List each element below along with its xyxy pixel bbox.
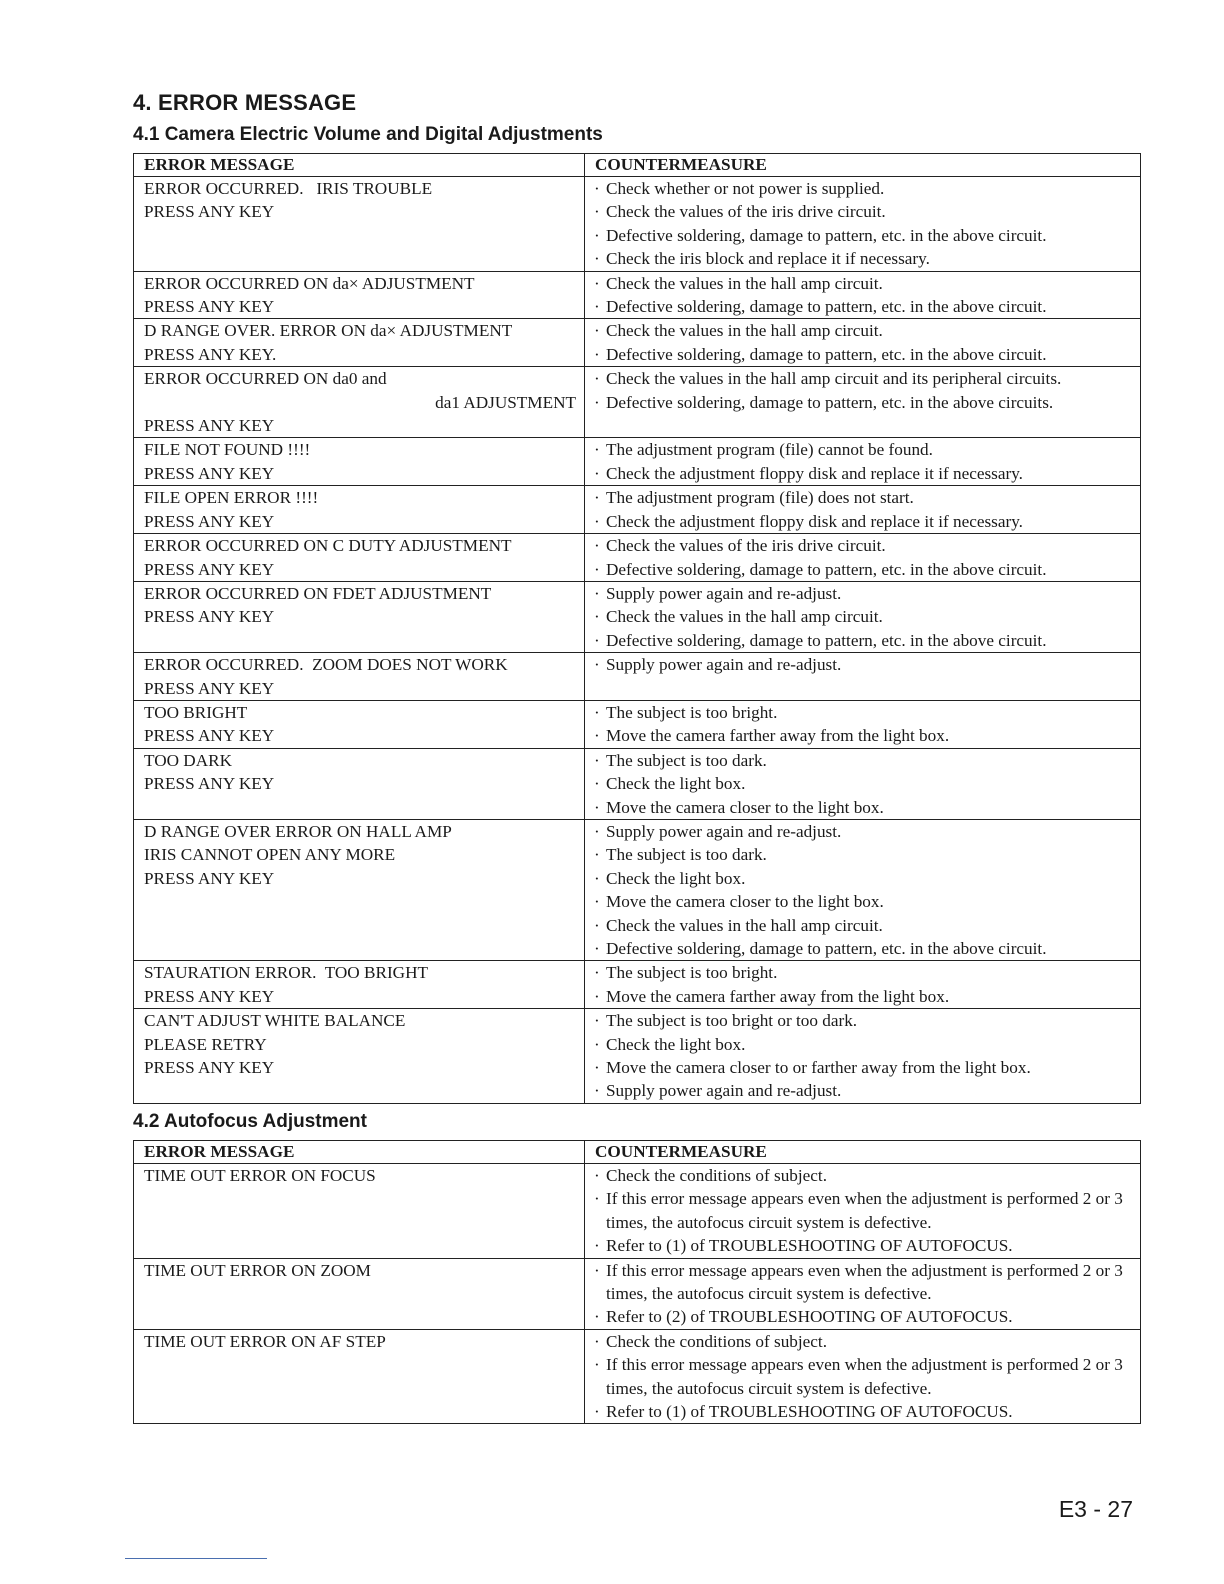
error-message-line: PRESS ANY KEY	[144, 678, 275, 698]
error-message-cell	[134, 748, 585, 819]
countermeasure-item: · Supply power again and re-adjust.	[594, 820, 1138, 843]
page-number: E3 - 27	[1058, 1496, 1133, 1522]
error-message-cell	[134, 177, 585, 272]
error-table-4-1	[133, 153, 1141, 1104]
error-message-line: PRESS ANY KEY	[144, 726, 275, 746]
error-message-cell	[134, 1258, 585, 1329]
error-message-cell	[134, 486, 585, 534]
table-row	[134, 1258, 1141, 1329]
error-message-line: PRESS ANY KEY	[144, 297, 275, 317]
countermeasure-item: · Refer to (1) of TROUBLESHOOTING OF AUTOFOCUS.	[594, 1234, 1138, 1257]
error-message-cell	[134, 1164, 585, 1259]
column-header-error-message: ERROR MESSAGE	[134, 154, 585, 177]
countermeasure-item: · The adjustment program (file) does not start.	[594, 486, 1138, 509]
countermeasure-item: · Check the conditions of subject.	[594, 1164, 1138, 1187]
countermeasure-cell	[585, 819, 1141, 960]
error-message-cell	[134, 961, 585, 1009]
countermeasure-item: · Check the values in the hall amp circuit and its peripheral circuits.	[594, 367, 1138, 390]
countermeasure-cell	[585, 319, 1141, 367]
countermeasure-item: · Move the camera closer to the light box.	[594, 890, 1138, 913]
error-message-cell	[134, 319, 585, 367]
error-message-cell	[134, 1009, 585, 1104]
countermeasure-cell	[585, 271, 1141, 319]
countermeasure-item: · Check the values in the hall amp circuit.	[594, 319, 1138, 342]
countermeasure-cell	[585, 486, 1141, 534]
error-message-cell	[134, 700, 585, 748]
table-header-row	[134, 154, 1141, 177]
error-message-cell	[134, 819, 585, 960]
table-row	[134, 653, 1141, 701]
table-row	[134, 819, 1141, 960]
column-header-countermeasure: COUNTERMEASURE	[585, 154, 1141, 177]
table-row	[134, 438, 1141, 486]
error-message-cell	[134, 438, 585, 486]
error-message-line: FILE NOT FOUND !!!!	[144, 440, 311, 460]
error-message-line: ERROR OCCURRED. IRIS TROUBLE	[144, 179, 433, 198]
table-row	[134, 486, 1141, 534]
error-message-cell	[134, 653, 585, 701]
error-message-cell	[134, 1329, 585, 1424]
countermeasure-item: · Check the values in the hall amp circuit.	[594, 605, 1138, 628]
countermeasure-item: · Move the camera closer to or farther away from the light box.	[594, 1056, 1138, 1079]
table-row	[134, 1009, 1141, 1104]
countermeasure-item: · Refer to (2) of TROUBLESHOOTING OF AUTOFOCUS.	[594, 1305, 1138, 1328]
countermeasure-cell	[585, 748, 1141, 819]
countermeasure-item: · If this error message appears even when the adjustment is performed 2 or 3 times, the autofocus circuit system is defective.	[594, 1259, 1138, 1306]
countermeasure-item: · The adjustment program (file) cannot be found.	[594, 438, 1138, 461]
error-message-line: ERROR OCCURRED. ZOOM DOES NOT WORK	[144, 655, 508, 675]
countermeasure-item: · The subject is too dark.	[594, 843, 1138, 866]
countermeasure-item: · Refer to (1) of TROUBLESHOOTING OF AUTOFOCUS.	[594, 1400, 1138, 1423]
countermeasure-item: · The subject is too bright.	[594, 961, 1138, 984]
error-message-line: TIME OUT ERROR ON ZOOM	[144, 1260, 371, 1280]
error-message-line: PRESS ANY KEY	[144, 986, 275, 1006]
countermeasure-cell	[585, 653, 1141, 701]
countermeasure-item: · Defective soldering, damage to pattern, etc. in the above circuit.	[594, 629, 1138, 652]
table-row	[134, 961, 1141, 1009]
countermeasure-item: · Check the light box.	[594, 772, 1138, 795]
countermeasure-cell	[585, 367, 1141, 438]
error-message-line: TOO BRIGHT	[144, 702, 248, 722]
page-heading: 4. ERROR MESSAGE	[133, 90, 357, 115]
countermeasure-item: · Defective soldering, damage to pattern, etc. in the above circuit.	[594, 937, 1138, 960]
error-message-line: STAURATION ERROR. TOO BRIGHT	[144, 963, 428, 983]
error-table-4-2	[133, 1140, 1141, 1424]
countermeasure-item: · If this error message appears even when the adjustment is performed 2 or 3 times, the autofocus circuit system is defective.	[594, 1353, 1138, 1400]
countermeasure-cell	[585, 438, 1141, 486]
countermeasure-item: · Move the camera farther away from the light box.	[594, 724, 1138, 747]
column-header-error-message: ERROR MESSAGE	[134, 1141, 585, 1164]
countermeasure-item: · Check the values in the hall amp circuit.	[594, 914, 1138, 937]
countermeasure-item: · Defective soldering, damage to pattern, etc. in the above circuit.	[594, 224, 1138, 247]
table-row	[134, 1164, 1141, 1259]
error-message-line: TIME OUT ERROR ON FOCUS	[144, 1166, 376, 1185]
table-row	[134, 534, 1141, 582]
footer-rule	[125, 1558, 267, 1559]
countermeasure-item: · Supply power again and re-adjust.	[594, 1079, 1138, 1102]
table-header-row	[134, 1141, 1141, 1164]
error-message-cell	[134, 534, 585, 582]
countermeasure-cell	[585, 534, 1141, 582]
error-message-line: ERROR OCCURRED ON C DUTY ADJUSTMENT	[144, 536, 512, 556]
section-title-4-1: 4.1 Camera Electric Volume and Digital Adjustments	[133, 124, 603, 145]
error-message-line: ERROR OCCURRED ON da0 and	[144, 369, 387, 389]
error-message-line: PRESS ANY KEY.	[144, 344, 277, 364]
error-message-line: PRESS ANY KEY	[144, 1058, 275, 1078]
countermeasure-item: · The subject is too bright or too dark.	[594, 1009, 1138, 1032]
countermeasure-cell	[585, 700, 1141, 748]
table-row	[134, 581, 1141, 652]
countermeasure-cell	[585, 1164, 1141, 1259]
table-row	[134, 1329, 1141, 1424]
error-message-line: PRESS ANY KEY	[144, 202, 275, 222]
countermeasure-item: · The subject is too dark.	[594, 749, 1138, 772]
error-message-line: ERROR OCCURRED ON da× ADJUSTMENT	[144, 273, 475, 293]
countermeasure-item: · Check the adjustment floppy disk and replace it if necessary.	[594, 510, 1138, 533]
countermeasure-item: · Defective soldering, damage to pattern, etc. in the above circuits.	[594, 391, 1138, 414]
error-message-line: PRESS ANY KEY	[144, 774, 275, 794]
countermeasure-item: · Check the iris block and replace it if necessary.	[594, 247, 1138, 270]
countermeasure-item: · Check the conditions of subject.	[594, 1330, 1138, 1353]
countermeasure-item: · Defective soldering, damage to pattern, etc. in the above circuit.	[594, 295, 1138, 318]
error-message-line: PRESS ANY KEY	[144, 511, 275, 531]
countermeasure-item: · Check the values of the iris drive circuit.	[594, 534, 1138, 557]
table-row	[134, 319, 1141, 367]
countermeasure-cell	[585, 1258, 1141, 1329]
countermeasure-item: · Check the light box.	[594, 1033, 1138, 1056]
table-row	[134, 177, 1141, 272]
table-row	[134, 271, 1141, 319]
error-message-line: PRESS ANY KEY	[144, 463, 275, 483]
error-message-line: PRESS ANY KEY	[144, 559, 275, 579]
countermeasure-item: · Supply power again and re-adjust.	[594, 653, 1138, 676]
error-message-line: TIME OUT ERROR ON AF STEP	[144, 1331, 386, 1351]
error-message-line: D RANGE OVER. ERROR ON da× ADJUSTMENT	[144, 321, 513, 341]
countermeasure-item: · Defective soldering, damage to pattern, etc. in the above circuit.	[594, 558, 1138, 581]
error-message-cell	[134, 271, 585, 319]
countermeasure-item: · Supply power again and re-adjust.	[594, 582, 1138, 605]
error-message-line: da1 ADJUSTMENT	[435, 392, 576, 412]
error-message-line: D RANGE OVER ERROR ON HALL AMP	[144, 821, 452, 841]
table-row	[134, 748, 1141, 819]
error-message-line: PRESS ANY KEY	[144, 416, 275, 436]
countermeasure-cell	[585, 961, 1141, 1009]
error-message-line: CAN'T ADJUST WHITE BALANCE	[144, 1011, 406, 1031]
error-message-line: ERROR OCCURRED ON FDET ADJUSTMENT	[144, 583, 492, 603]
countermeasure-item: · Check whether or not power is supplied.	[594, 177, 1138, 200]
countermeasure-item: · Check the adjustment floppy disk and replace it if necessary.	[594, 462, 1138, 485]
countermeasure-cell	[585, 1329, 1141, 1424]
error-message-line: TOO DARK	[144, 750, 233, 770]
error-message-line: IRIS CANNOT OPEN ANY MORE	[144, 845, 396, 865]
countermeasure-item: · Move the camera farther away from the light box.	[594, 985, 1138, 1008]
column-header-countermeasure: COUNTERMEASURE	[585, 1141, 1141, 1164]
countermeasure-item: · Check the light box.	[594, 867, 1138, 890]
countermeasure-cell	[585, 581, 1141, 652]
countermeasure-item: · The subject is too bright.	[594, 701, 1138, 724]
countermeasure-item: · If this error message appears even when the adjustment is performed 2 or 3 times, the autofocus circuit system is defective.	[594, 1187, 1138, 1234]
table-body	[134, 1164, 1141, 1424]
error-message-cell	[134, 367, 585, 438]
table-row	[134, 367, 1141, 438]
error-message-cell	[134, 581, 585, 652]
error-message-line: FILE OPEN ERROR !!!!	[144, 488, 319, 508]
table-body	[134, 177, 1141, 1104]
countermeasure-cell	[585, 1009, 1141, 1104]
countermeasure-item: · Check the values of the iris drive circuit.	[594, 200, 1138, 223]
error-message-line: PRESS ANY KEY	[144, 607, 275, 627]
error-message-line: PLEASE RETRY	[144, 1034, 267, 1054]
countermeasure-item: · Check the values in the hall amp circuit.	[594, 272, 1138, 295]
section-title-4-2: 4.2 Autofocus Adjustment	[133, 1111, 367, 1132]
countermeasure-cell	[585, 177, 1141, 272]
error-message-line: PRESS ANY KEY	[144, 868, 275, 888]
countermeasure-item: · Move the camera closer to the light box.	[594, 796, 1138, 819]
table-row	[134, 700, 1141, 748]
countermeasure-item: · Defective soldering, damage to pattern, etc. in the above circuit.	[594, 343, 1138, 366]
